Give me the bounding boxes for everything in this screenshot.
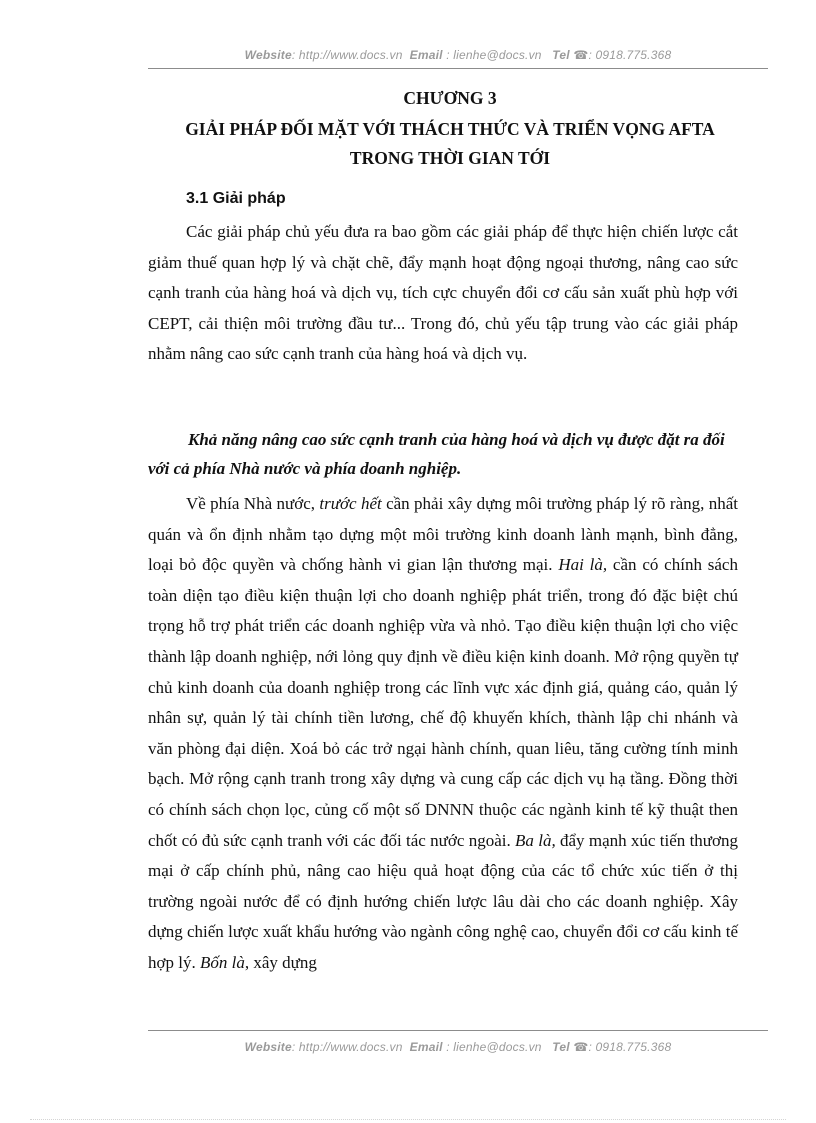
page-header [148, 48, 768, 62]
page-footer [148, 1040, 768, 1054]
emphasis-third: Ba là, [515, 830, 556, 850]
header-website-value: : http://www.docs.vn [291, 48, 403, 62]
emphasis-fourth: Bốn là [199, 952, 245, 972]
paragraph-intro: Các giải pháp chủ yếu đưa ra bao gồm các giải pháp để thực hiện chiến lược cắt giảm thuế quan hợp lý và chặt chẽ, đẩy mạnh hoạt động ngoại thương, nâng cao sức cạnh tranh của hàng hoá và dịch vụ, tích cực chuyển đổi cơ cấu sản xuất phù hợp với CEPT, cải thiện môi trường đầu tư... Trong đó, chủ yếu tập trung vào các giải pháp nhằm nâng cao sức cạnh tranh của hàng hoá và dịch vụ. [148, 222, 738, 364]
header-email-label: Email [409, 48, 443, 62]
emphasis-second: Hai là, [558, 555, 608, 575]
chapter-title-line-1: GIẢI PHÁP ĐỐI MẶT VỚI THÁCH THỨC VÀ TRIỂN VỌNG AFTA [185, 119, 715, 139]
footer-tel-value: ☎: 0918.775.368 [573, 1040, 672, 1054]
paragraph-text: đẩy mạnh xúc tiến thương mại ở cấp chính phủ, nâng cao hiệu quả hoạt động của các tổ chức xúc tiến ở thị trường ngoài nước để có định hướng chiến lược lâu dài cho các doanh nghiệp. Xây dựng chiến lược xuất khẩu hướng vào ngành công nghệ cao, chuyển đổi cơ cấu kinh tế hợp lý. [148, 830, 739, 972]
paragraph-text: Về phía Nhà nước, [186, 494, 320, 513]
paragraph-text: , xây dựng [244, 952, 317, 972]
section-heading: 3.1 Giải pháp [186, 190, 286, 207]
footer-website-label: Website [244, 1040, 292, 1054]
footer-website-value: : http://www.docs.vn [291, 1040, 403, 1054]
header-website-label: Website [244, 48, 292, 62]
page-edge [30, 1119, 786, 1120]
footer-email-value: : lienhe@docs.vn [446, 1040, 542, 1054]
footer-email-label: Email [409, 1040, 443, 1054]
footer-divider [148, 1030, 768, 1031]
paragraph-text: cần phải xây dựng môi trường pháp lý rõ ràng, nhất quán và ổn định nhằm tạo dựng một môi trường kinh doanh lành mạnh, bình đẳng, loại bỏ độc quyền và chống hành vi gian lận thương mại. [148, 494, 738, 575]
paragraph-state-measures [148, 489, 738, 979]
footer-tel-label: Tel [552, 1040, 570, 1054]
chapter-title-line-2: TRONG THỜI GIAN TỚI [349, 148, 551, 168]
chapter-number: CHƯƠNG 3 [403, 88, 497, 108]
header-divider [148, 68, 768, 69]
header-email-value: : lienhe@docs.vn [446, 48, 542, 62]
emphasis-first: trước hết [319, 494, 382, 513]
header-tel-value: ☎: 0918.775.368 [573, 48, 672, 62]
header-tel-label: Tel [552, 48, 570, 62]
paragraph-emphasis: Khả năng nâng cao sức cạnh tranh của hàng hoá và dịch vụ được đặt ra đối với cả phía Nhà nước và phía doanh nghiệp. [148, 430, 725, 478]
paragraph-text: cần có chính sách toàn diện tạo điều kiện thuận lợi cho doanh nghiệp phát triển, trong đó đặc biệt chú trọng hỗ trợ phát triển các doanh nghiệp vừa và nhỏ. Tạo điều kiện thuận lợi cho việc thành lập doanh nghiệp, nới lỏng quy định về điều kiện kinh doanh. Mở rộng quyền tự chủ kinh doanh của doanh nghiệp trong các lĩnh vực xác định giá, quảng cáo, quản lý nhân sự, quản lý tài chính tiền lương, chế độ khuyến khích, thành lập chi nhánh và văn phòng đại diện. Xoá bỏ các trở ngại hành chính, quan liêu, tăng cường tính minh bạch. Mở rộng cạnh tranh trong xây dựng và cung cấp các dịch vụ hạ tầng. Đồng thời có chính sách chọn lọc, củng cố một số DNNN thuộc các ngành kinh tế kỹ thuật then chốt có đủ sức cạnh tranh với các đối tác nước ngoài. [148, 555, 738, 850]
